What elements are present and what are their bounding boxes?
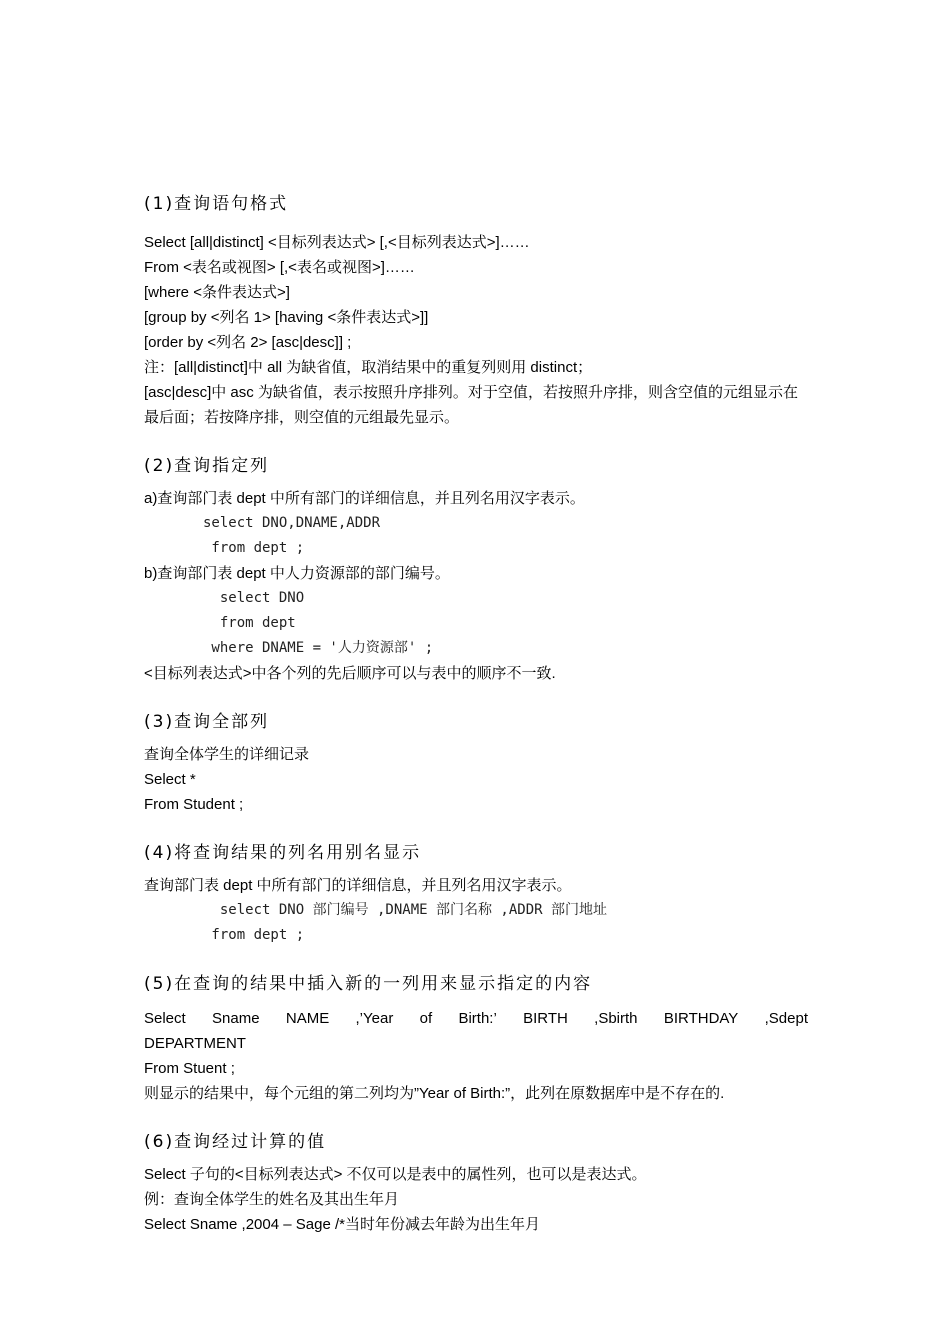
s3-desc: 查询全体学生的详细记录 [144,746,310,763]
s3-line-1: Select * [144,771,196,788]
s2-b-code-1: select DNO [144,590,305,606]
s3-line-2: From Student ; [144,796,244,813]
s5-line-2: DEPARTMENT [144,1035,246,1052]
s4-desc: 查询部门表 dept 中所有部门的详细信息，并且列名用汉字表示。 [144,877,572,894]
s5-token: Sname [212,1010,260,1027]
section-5-heading: (5)在查询的结果中插入新的一列用来显示指定的内容 [144,974,593,994]
s6-line-2: 例：查询全体学生的姓名及其出生年月 [144,1191,400,1208]
s2-a-code-1: select DNO,DNAME,ADDR [144,515,381,531]
s1-line-5: [order by <列名 2> [asc|desc]] ; [144,334,352,351]
s5-token: Birth:’ [458,1010,497,1027]
section-4-heading: (4)将查询结果的列名用别名显示 [144,843,422,863]
section-2-heading: (2)查询指定列 [144,456,270,476]
s5-token: ,Sbirth [594,1010,638,1027]
s1-line-6: 注：[all|distinct]中 all 为缺省值，取消结果中的重复列则用 distinct； [144,359,593,376]
s5-token: ,’Year [355,1010,394,1027]
s5-token: of [419,1010,433,1027]
s1-line-3: [where <条件表达式>] [144,284,290,301]
s4-code-1: select DNO 部门编号 ,DNAME 部门名称 ,ADDR 部门地址 [144,902,608,918]
s5-token: NAME [285,1010,330,1027]
s1-line-4: [group by <列名 1> [having <条件表达式>]] [144,309,429,326]
s2-a-code-2: from dept ; [144,540,305,556]
s2-note: <目标列表达式>中各个列的先后顺序可以与表中的顺序不一致. [144,665,556,682]
s5-token: BIRTH [523,1010,568,1027]
document-page [144,190,808,1237]
s1-line-1: Select [all|distinct] <目标列表达式> [,<目标列表达式>]…… [144,234,530,251]
section-3-heading: (3)查询全部列 [144,712,270,732]
s5-line-3: From Stuent ; [144,1060,235,1077]
s2-b-code-2: from dept [144,615,296,631]
s5-token: Select [144,1010,186,1027]
s6-line-3: Select Sname ,2004 – Sage /*当时年份减去年龄为出生年月 [144,1216,540,1233]
s4-code-2: from dept ; [144,927,305,943]
s5-select-row [144,1006,808,1031]
s2-item-b: b)查询部门表 dept 中人力资源部的部门编号。 [144,565,450,582]
s1-line-2: From <表名或视图> [,<表名或视图>]…… [144,259,415,276]
s5-token: ,Sdept [764,1010,808,1027]
section-6-heading: (6)查询经过计算的值 [144,1132,327,1152]
s2-b-code-3: where DNAME = '人力资源部' ; [144,640,434,656]
s5-token: BIRTHDAY [663,1010,739,1027]
s5-line-4: 则显示的结果中，每个元组的第二列均为”Year of Birth:”，此列在原数据库中是不存在的. [144,1085,725,1102]
section-1-heading: (1)查询语句格式 [144,194,289,214]
s6-line-1: Select 子句的<目标列表达式> 不仅可以是表中的属性列，也可以是表达式。 [144,1166,647,1183]
s1-note-2: [asc|desc]中 asc 为缺省值，表示按照升序排列。对于空值，若按照升序排，则含空值的元组显示在最后面；若按降序排，则空值的元组最先显示。 [144,384,798,426]
s2-item-a: a)查询部门表 dept 中所有部门的详细信息，并且列名用汉字表示。 [144,490,585,507]
